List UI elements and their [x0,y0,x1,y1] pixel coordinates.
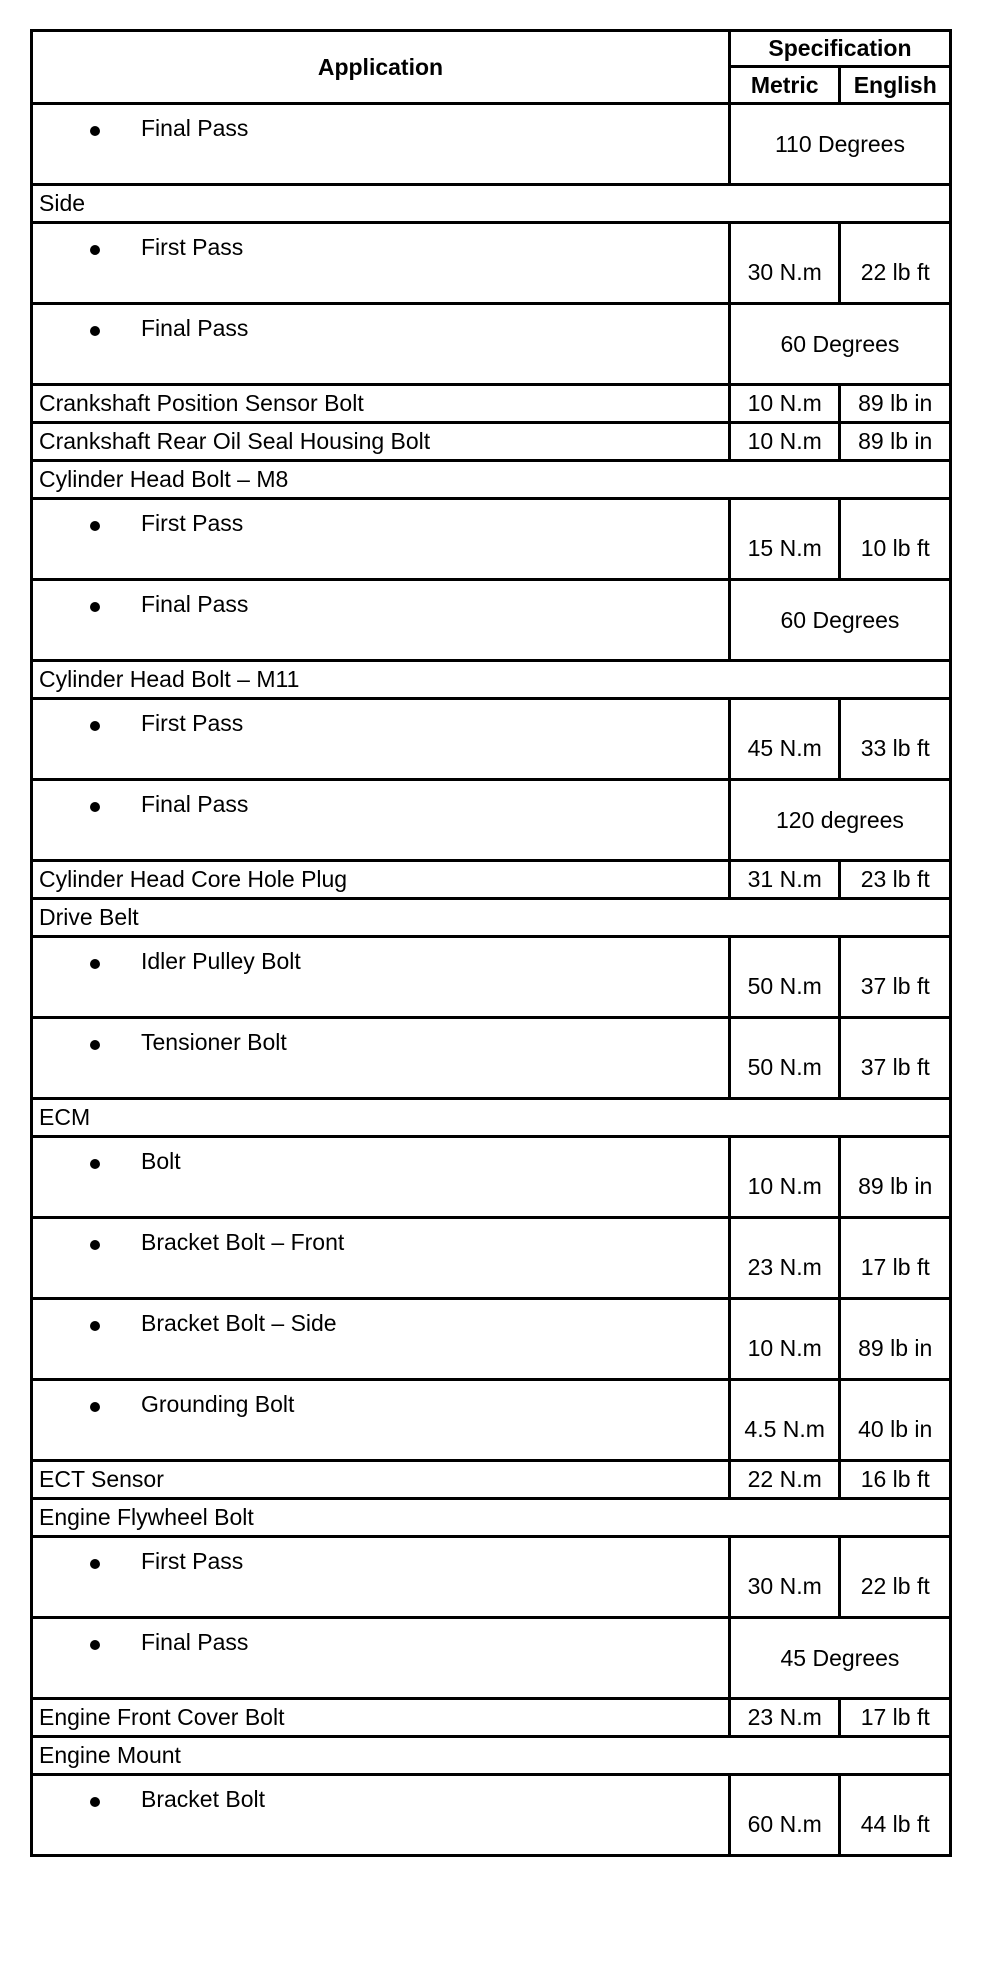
spec-angle-value: 60 Degrees [729,580,950,661]
item-label: Crankshaft Position Sensor Bolt [32,385,730,423]
bullet-icon [90,1402,100,1412]
application-cell [32,1299,730,1380]
torque-spec-table [30,29,952,1857]
metric-value: 15 N.m [729,499,840,580]
application-cell [32,580,730,661]
sub-item-row [32,104,951,185]
metric-value: 10 N.m [729,1299,840,1380]
metric-value: 22 N.m [729,1461,840,1499]
group-row [32,1099,951,1137]
sub-item-row [32,1380,951,1461]
spec-angle-value: 45 Degrees [729,1618,950,1699]
application-cell [32,1537,730,1618]
english-value: 17 lb ft [840,1699,951,1737]
english-header: English [840,67,951,104]
item-label: Engine Front Cover Bolt [32,1699,730,1737]
sub-item-row [32,1537,951,1618]
sub-item-label: Final Pass [141,115,249,141]
english-value: 33 lb ft [840,699,951,780]
bullet-icon [90,521,100,531]
sub-item-row [32,1218,951,1299]
english-value: 37 lb ft [840,1018,951,1099]
table-row [32,861,951,899]
metric-value: 45 N.m [729,699,840,780]
metric-value: 4.5 N.m [729,1380,840,1461]
group-row [32,899,951,937]
application-cell [32,1218,730,1299]
application-cell [32,104,730,185]
application-cell [32,699,730,780]
metric-value: 30 N.m [729,1537,840,1618]
bullet-icon [90,602,100,612]
metric-value: 23 N.m [729,1218,840,1299]
sub-item-label: Final Pass [141,791,249,817]
metric-value: 10 N.m [729,385,840,423]
sub-item-label: Tensioner Bolt [141,1029,287,1055]
sub-item-row [32,1018,951,1099]
metric-value: 50 N.m [729,937,840,1018]
table-row [32,385,951,423]
group-label: Drive Belt [32,899,951,937]
spec-angle-value: 110 Degrees [729,104,950,185]
group-row [32,1737,951,1775]
sub-item-row [32,1618,951,1699]
bullet-icon [90,1559,100,1569]
table-body [32,104,951,1856]
sub-item-label: Bracket Bolt [141,1786,265,1812]
sub-item-row [32,1775,951,1856]
application-cell [32,1380,730,1461]
english-value: 89 lb in [840,1299,951,1380]
bullet-icon [90,1797,100,1807]
sub-item-label: First Pass [141,510,244,536]
sub-item-row [32,699,951,780]
application-cell [32,1618,730,1699]
metric-value: 10 N.m [729,1137,840,1218]
application-cell [32,780,730,861]
english-value: 89 lb in [840,423,951,461]
sub-item-row [32,780,951,861]
sub-item-row [32,1299,951,1380]
bullet-icon [90,126,100,136]
application-header: Application [32,31,730,104]
metric-value: 30 N.m [729,223,840,304]
item-label: Crankshaft Rear Oil Seal Housing Bolt [32,423,730,461]
item-label: Cylinder Head Core Hole Plug [32,861,730,899]
metric-value: 50 N.m [729,1018,840,1099]
bullet-icon [90,721,100,731]
sub-item-row [32,304,951,385]
bullet-icon [90,245,100,255]
group-label: Engine Mount [32,1737,951,1775]
bullet-icon [90,959,100,969]
bullet-icon [90,1240,100,1250]
table-row [32,423,951,461]
group-row [32,1499,951,1537]
application-cell [32,1137,730,1218]
english-value: 16 lb ft [840,1461,951,1499]
sub-item-row [32,223,951,304]
group-label: Cylinder Head Bolt – M8 [32,461,951,499]
specification-header: Specification [729,31,950,67]
english-value: 22 lb ft [840,223,951,304]
application-cell [32,223,730,304]
bullet-icon [90,1321,100,1331]
english-value: 17 lb ft [840,1218,951,1299]
english-value: 89 lb in [840,1137,951,1218]
english-value: 37 lb ft [840,937,951,1018]
english-value: 89 lb in [840,385,951,423]
group-row [32,461,951,499]
table-row [32,1699,951,1737]
sub-item-label: Final Pass [141,315,249,341]
sub-item-label: First Pass [141,710,244,736]
group-label: ECM [32,1099,951,1137]
metric-value: 23 N.m [729,1699,840,1737]
sub-item-row [32,499,951,580]
sub-item-label: Bolt [141,1148,181,1174]
english-value: 40 lb in [840,1380,951,1461]
group-row [32,661,951,699]
english-value: 23 lb ft [840,861,951,899]
item-label: ECT Sensor [32,1461,730,1499]
bullet-icon [90,1040,100,1050]
bullet-icon [90,326,100,336]
group-label: Cylinder Head Bolt – M11 [32,661,951,699]
sub-item-label: Final Pass [141,1629,249,1655]
sub-item-label: Bracket Bolt – Side [141,1310,337,1336]
sub-item-label: Bracket Bolt – Front [141,1229,345,1255]
metric-value: 31 N.m [729,861,840,899]
sub-item-row [32,937,951,1018]
application-cell [32,1775,730,1856]
english-value: 44 lb ft [840,1775,951,1856]
bullet-icon [90,1640,100,1650]
sub-item-row [32,580,951,661]
sub-item-row [32,1137,951,1218]
group-label: Engine Flywheel Bolt [32,1499,951,1537]
metric-value: 60 N.m [729,1775,840,1856]
group-row [32,185,951,223]
application-cell [32,1018,730,1099]
sub-item-label: Idler Pulley Bolt [141,948,301,974]
english-value: 22 lb ft [840,1537,951,1618]
metric-value: 10 N.m [729,423,840,461]
english-value: 10 lb ft [840,499,951,580]
bullet-icon [90,802,100,812]
table-header [32,31,951,104]
application-cell [32,304,730,385]
bullet-icon [90,1159,100,1169]
spec-angle-value: 60 Degrees [729,304,950,385]
application-cell [32,499,730,580]
sub-item-label: Grounding Bolt [141,1391,295,1417]
sub-item-label: First Pass [141,234,244,260]
application-cell [32,937,730,1018]
metric-header: Metric [729,67,840,104]
table-row [32,1461,951,1499]
group-label: Side [32,185,951,223]
sub-item-label: Final Pass [141,591,249,617]
spec-angle-value: 120 degrees [729,780,950,861]
sub-item-label: First Pass [141,1548,244,1574]
